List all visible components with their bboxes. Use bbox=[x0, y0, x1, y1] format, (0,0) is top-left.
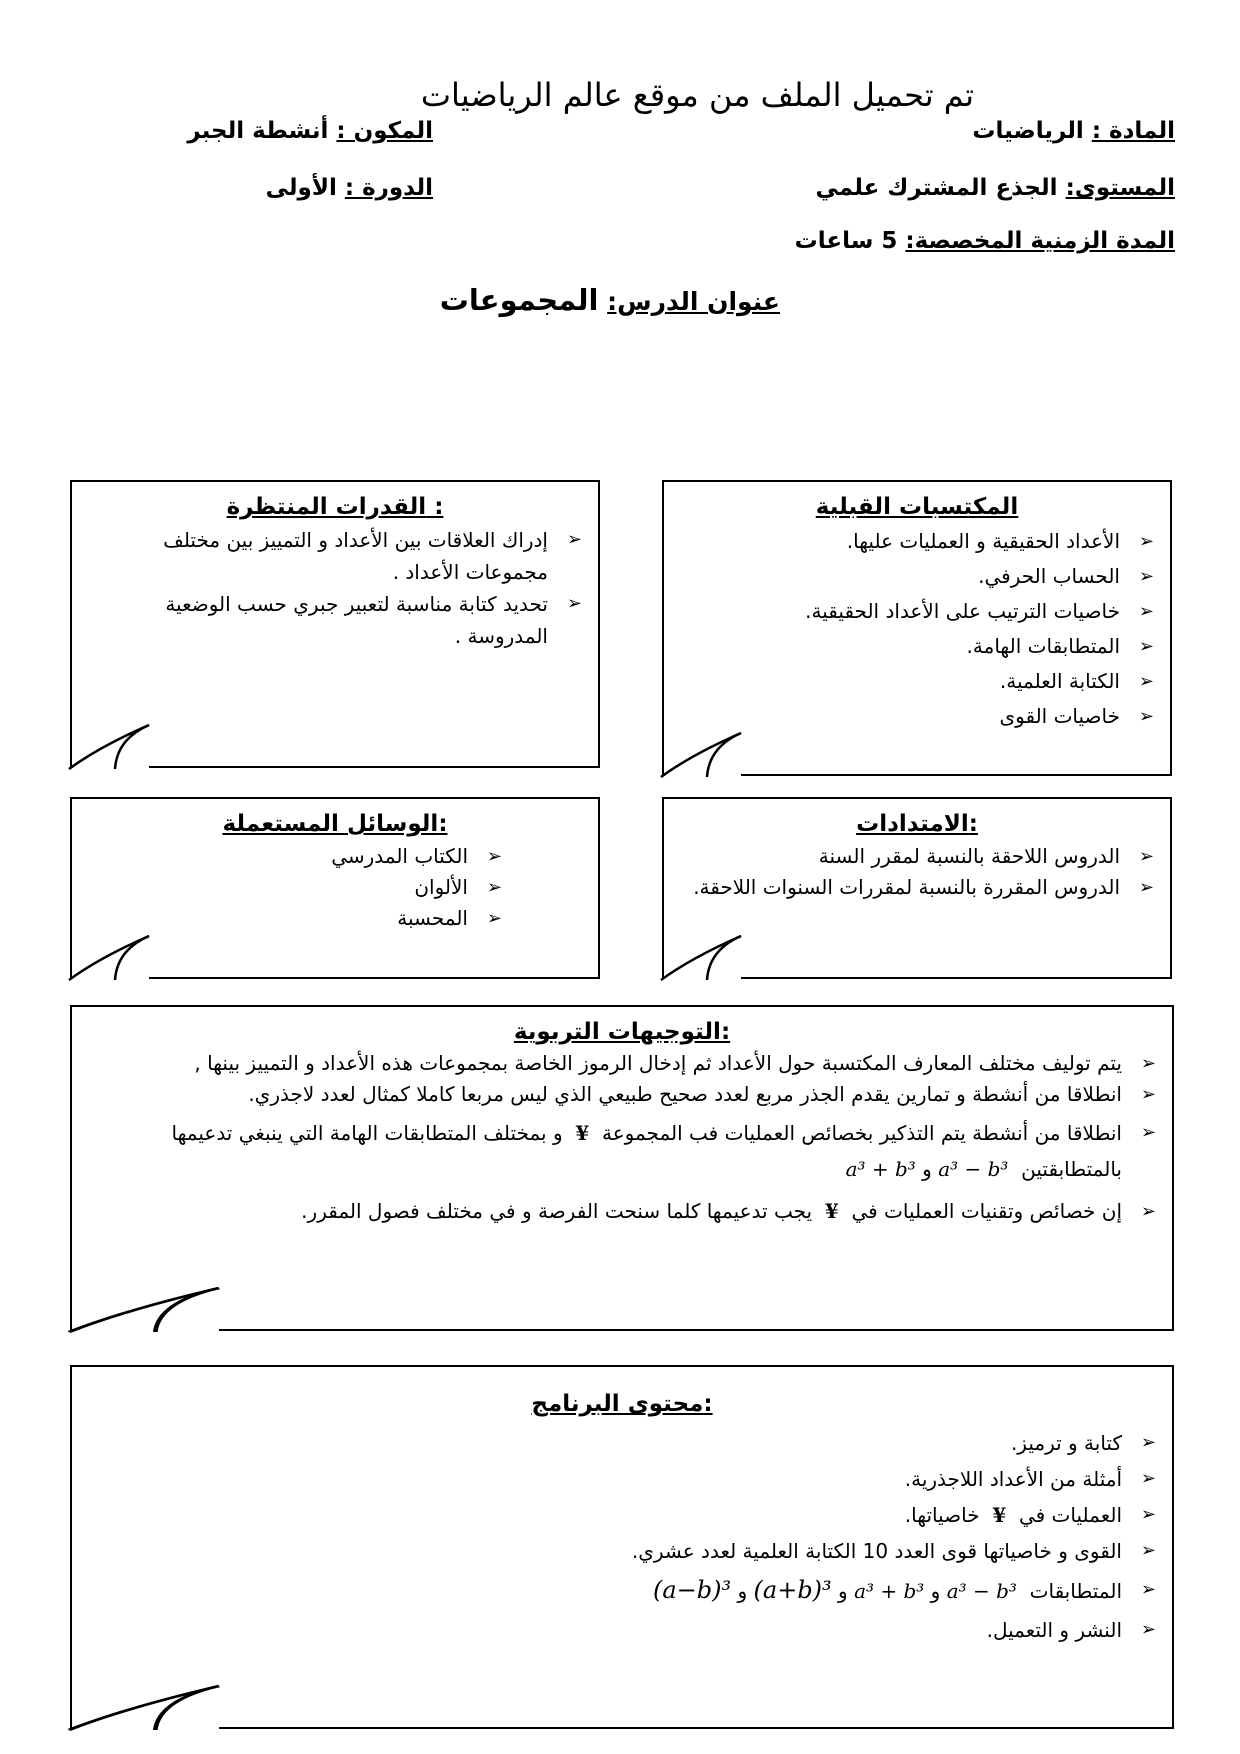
duration-value: 5 ساعات bbox=[794, 228, 898, 254]
arrowhead-icon: ➢ bbox=[1138, 566, 1154, 587]
real-numbers-set-icon: ¥ bbox=[992, 1503, 1007, 1527]
folded-corner-icon bbox=[661, 936, 741, 980]
prior-knowledge-box bbox=[662, 480, 1172, 776]
folded-corner-icon bbox=[69, 725, 149, 769]
list-item: ➢ خاصيات القوى bbox=[664, 699, 1170, 734]
tools-title: الوسائل المستعملة: bbox=[222, 811, 448, 837]
arrowhead-icon: ➢ bbox=[1140, 1053, 1156, 1074]
folded-corner-icon bbox=[69, 1686, 219, 1730]
arrowhead-icon: ➢ bbox=[486, 846, 502, 867]
folded-corner-icon bbox=[661, 733, 741, 777]
level-label: المستوى: bbox=[1065, 175, 1175, 201]
arrowhead-icon: ➢ bbox=[1140, 1432, 1156, 1453]
and-word: و bbox=[737, 1579, 748, 1603]
list-item: ➢ إن خصائص وتقنيات العمليات في ¥ يجب تدعيمها كلما سنحت الفرصة و في مختلف فصول المقرر. bbox=[90, 1197, 1172, 1226]
subject-value: الرياضيات bbox=[972, 118, 1084, 144]
program-content-box bbox=[70, 1365, 1174, 1729]
tools-box bbox=[70, 797, 600, 979]
prior-knowledge-title: المكتسبات القبلية bbox=[815, 494, 1019, 520]
subject-label: المادة : bbox=[1091, 118, 1175, 144]
arrowhead-icon: ➢ bbox=[1140, 1084, 1156, 1105]
arrowhead-icon: ➢ bbox=[566, 529, 582, 550]
extensions-list bbox=[664, 841, 1170, 903]
tools-list bbox=[72, 841, 598, 934]
list-item: ➢ الدروس المقررة بالنسبة لمقررات السنوات اللاحقة. bbox=[664, 872, 1170, 903]
arrowhead-icon: ➢ bbox=[1138, 636, 1154, 657]
arrowhead-icon: ➢ bbox=[1140, 1579, 1156, 1600]
list-item: ➢ القوى و خاصياتها قوى العدد 10 الكتابة العلمية لعدد عشري. bbox=[72, 1533, 1172, 1569]
list-item: ➢ الحساب الحرفي. bbox=[664, 559, 1170, 594]
and-word: و bbox=[838, 1579, 848, 1603]
level-field bbox=[816, 175, 1175, 201]
arrowhead-icon: ➢ bbox=[1138, 877, 1154, 898]
expected-abilities-list bbox=[72, 524, 598, 652]
component-label: المكون : bbox=[336, 118, 433, 144]
arrowhead-icon: ➢ bbox=[1138, 706, 1154, 727]
and-word: و bbox=[922, 1157, 932, 1181]
folded-corner-icon bbox=[69, 1288, 219, 1332]
list-item: ➢ انطلاقا من أنشطة يتم التذكير بخصائص العمليات فب المجموعة ¥ و بمختلف المتطابقات الهامة التي ينبغي تدعيمها بالمتطابقتين a³ − b³ و a³ + b³ bbox=[90, 1115, 1172, 1187]
real-numbers-set-icon: ¥ bbox=[824, 1199, 839, 1223]
arrowhead-icon: ➢ bbox=[486, 908, 502, 929]
arrowhead-icon: ➢ bbox=[1140, 1540, 1156, 1561]
cube-of-sum: (a+b)³ bbox=[753, 1576, 832, 1604]
list-item: ➢ الألوان bbox=[72, 872, 518, 903]
list-item: ➢ المحسبة bbox=[72, 903, 518, 934]
session-label: الدورة : bbox=[344, 175, 433, 201]
arrowhead-icon: ➢ bbox=[1138, 531, 1154, 552]
arrowhead-icon: ➢ bbox=[1140, 1619, 1156, 1640]
list-item: ➢ النشر و التعميل. bbox=[72, 1612, 1172, 1648]
program-content-title: محتوى البرنامج: bbox=[531, 1391, 713, 1417]
guidelines-box bbox=[70, 1005, 1174, 1331]
arrowhead-icon: ➢ bbox=[1140, 1504, 1156, 1525]
list-item: ➢ إدراك العلاقات بين الأعداد و التمييز بين مختلف مجموعات الأعداد . bbox=[72, 524, 598, 588]
list-item: ➢ الكتاب المدرسي bbox=[72, 841, 518, 872]
identity-difference-of-cubes: a³ − b³ bbox=[946, 1579, 1017, 1603]
expected-abilities-title: القدرات المنتظرة : bbox=[226, 494, 444, 520]
guidelines-list bbox=[72, 1049, 1172, 1226]
list-item: ➢ العمليات في ¥ خاصياتها. bbox=[72, 1497, 1172, 1533]
identity-sum-of-cubes: a³ + b³ bbox=[854, 1579, 925, 1603]
session-value: الأولى bbox=[265, 175, 337, 201]
arrowhead-icon: ➢ bbox=[1138, 671, 1154, 692]
folded-corner-icon bbox=[69, 936, 149, 980]
list-item: ➢ المتطابقات a³ − b³ و a³ + b³ و (a+b)³ و (a−b)³ bbox=[72, 1569, 1172, 1612]
real-numbers-set-icon: ¥ bbox=[575, 1121, 590, 1145]
subject-field bbox=[972, 118, 1175, 144]
arrowhead-icon: ➢ bbox=[1138, 601, 1154, 622]
lesson-title bbox=[440, 283, 780, 317]
list-item: ➢ تحديد كتابة مناسبة لتعبير جبري حسب الوضعية المدروسة . bbox=[72, 588, 598, 652]
lesson-label: عنوان الدرس: bbox=[607, 287, 780, 316]
duration-label: المدة الزمنية المخصصة: bbox=[905, 228, 1175, 254]
lesson-name: المجموعات bbox=[439, 283, 599, 317]
arrowhead-icon: ➢ bbox=[1140, 1201, 1156, 1222]
list-item: ➢ كتابة و ترميز. bbox=[72, 1425, 1172, 1461]
cube-of-difference: (a−b)³ bbox=[653, 1576, 732, 1604]
list-item: ➢ الأعداد الحقيقية و العمليات عليها. bbox=[664, 524, 1170, 559]
extensions-title: الامتدادات: bbox=[856, 811, 978, 837]
download-notice: تم تحميل الملف من موقع عالم الرياضيات bbox=[420, 76, 974, 114]
component-field bbox=[187, 118, 433, 144]
list-item: ➢ خاصيات الترتيب على الأعداد الحقيقية. bbox=[664, 594, 1170, 629]
component-value: أنشطة الجبر bbox=[187, 118, 329, 144]
list-item: ➢ المتطابقات الهامة. bbox=[664, 629, 1170, 664]
extensions-box bbox=[662, 797, 1172, 979]
identity-sum-of-cubes: a³ + b³ bbox=[845, 1157, 916, 1181]
program-content-list bbox=[72, 1425, 1172, 1648]
level-value: الجذع المشترك علمي bbox=[815, 175, 1058, 201]
list-item: ➢ أمثلة من الأعداد اللاجذرية. bbox=[72, 1461, 1172, 1497]
arrowhead-icon: ➢ bbox=[1138, 846, 1154, 867]
session-field bbox=[266, 175, 433, 201]
arrowhead-icon: ➢ bbox=[566, 593, 582, 614]
expected-abilities-box bbox=[70, 480, 600, 768]
identity-difference-of-cubes: a³ − b³ bbox=[938, 1157, 1009, 1181]
list-item: ➢ يتم توليف مختلف المعارف المكتسبة حول الأعداد ثم إدخال الرموز الخاصة بمجموعات هذه الأعداد و التمييز بينها , bbox=[90, 1049, 1172, 1078]
guidelines-title: التوجيهات التربوية: bbox=[513, 1019, 731, 1045]
prior-knowledge-list bbox=[664, 524, 1170, 734]
arrowhead-icon: ➢ bbox=[1140, 1122, 1156, 1143]
list-item: ➢ انطلاقا من أنشطة و تمارين يقدم الجذر مربع لعدد صحيح طبيعي الذي ليس مربعا كاملا كمثال لعدد لاجذري. bbox=[90, 1080, 1172, 1109]
arrowhead-icon: ➢ bbox=[486, 877, 502, 898]
arrowhead-icon: ➢ bbox=[1140, 1468, 1156, 1489]
duration-field bbox=[795, 228, 1175, 254]
and-word: و bbox=[930, 1579, 941, 1603]
list-item: ➢ الكتابة العلمية. bbox=[664, 664, 1170, 699]
list-item: ➢ الدروس اللاحقة بالنسبة لمقرر السنة bbox=[664, 841, 1170, 872]
